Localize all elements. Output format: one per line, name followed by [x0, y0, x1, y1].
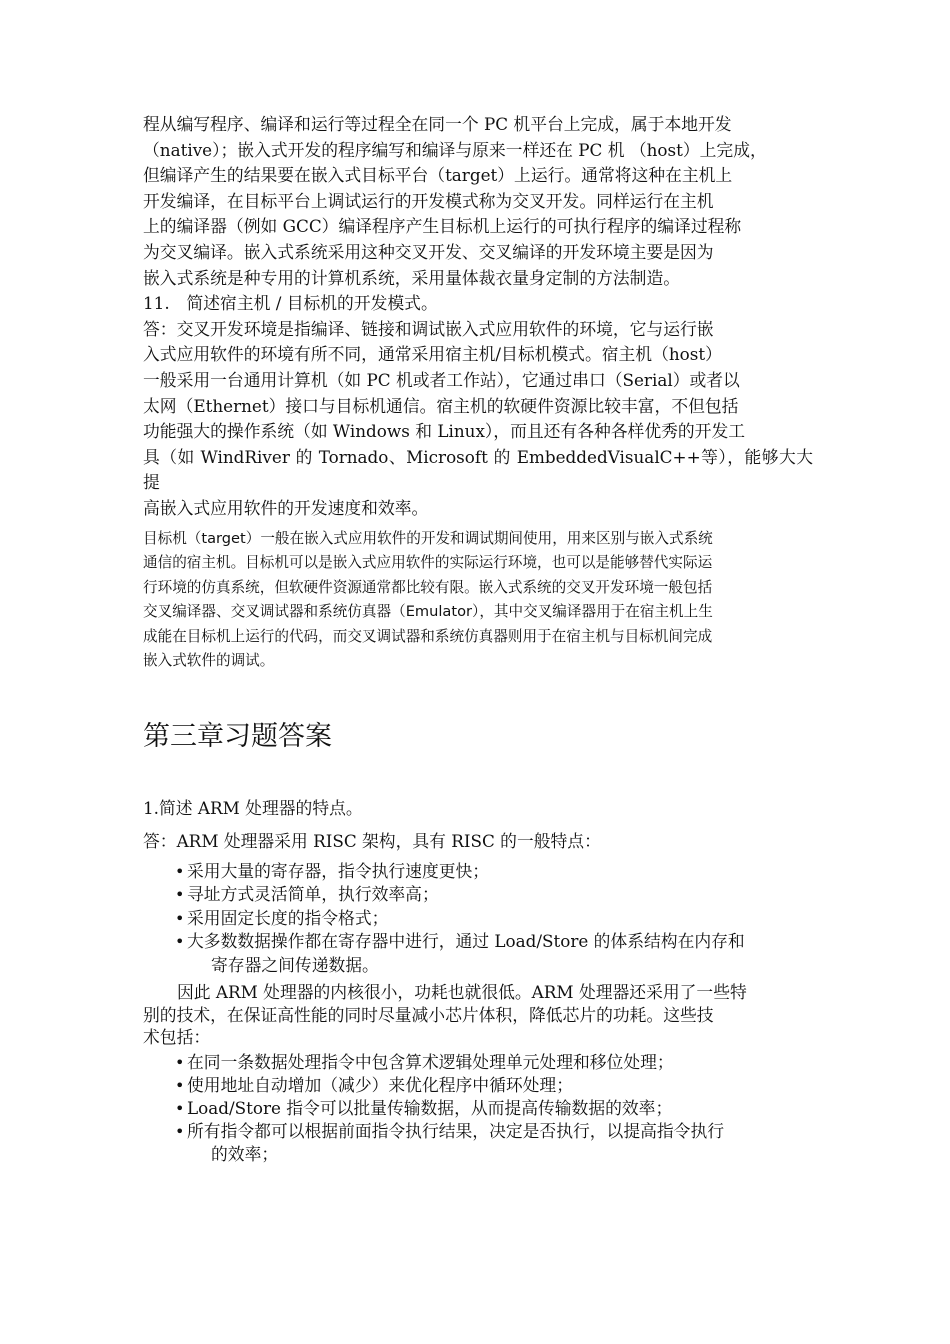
bullet-icon: • — [175, 1098, 185, 1118]
answer-line: 太网（Ethernet）接口与目标机通信。宿主机的软硬件资源比较丰富，不但包括 — [143, 395, 739, 416]
intro-line: 嵌入式系统是种专用的计算机系统，采用量体裁衣量身定制的方法制造。 — [143, 267, 681, 288]
list-item-text: 使用地址自动增加（减少）来优化程序中循环处理； — [187, 1074, 573, 1095]
question-11-answer — [143, 317, 813, 522]
answer-line: 入式应用软件的环境有所不同，通常采用宿主机/目标机模式。宿主机（host） — [143, 344, 722, 365]
intro-line: （native）；嵌入式开发的程序编写和编译与原来一样还在 PC 机 （host）上完成， — [143, 139, 767, 160]
list-item — [175, 1120, 813, 1166]
answer-line: 功能强大的操作系统（如 Windows 和 Linux），而且还有各种各样优秀的开发工 — [143, 421, 746, 442]
bullet-icon: • — [175, 908, 185, 928]
list-item-text: 在同一条数据处理指令中包含算术逻辑处理单元处理和移位处理； — [187, 1051, 674, 1072]
list-item-text: 所有指令都可以根据前面指令执行结果，决定是否执行，以提高指令执行 — [187, 1120, 725, 1141]
bullet-icon: • — [175, 932, 185, 952]
answer-line: 一般采用一台通用计算机（如 PC 机或者工作站），它通过串口（Serial）或者以 — [143, 369, 740, 390]
question-11-extra — [143, 527, 813, 674]
list-item — [175, 1051, 813, 1074]
list-item-text: 大多数数据操作都在寄存器中进行，通过 Load/Store 的体系结构在内存和 — [187, 931, 745, 952]
list-item-text: 采用大量的寄存器，指令执行速度更快； — [187, 860, 490, 881]
bullet-icon: • — [175, 1075, 185, 1095]
intro-line: 为交叉编译。嵌入式系统采用这种交叉开发、交叉编译的开发环境主要是因为 — [143, 241, 714, 262]
extra-line: 行环境的仿真系统，但软硬件资源通常都比较有限。嵌入式系统的交叉开发环境一般包括 — [143, 578, 713, 596]
list-item — [175, 930, 813, 977]
list-item — [175, 1097, 813, 1120]
arm-techniques-list — [143, 1051, 813, 1166]
list-item-text: Load/Store 指令可以批量传输数据，从而提高传输数据的效率； — [187, 1097, 673, 1118]
answer-line: 答：交叉开发环境是指编译、链接和调试嵌入式应用软件的环境，它与运行嵌 — [143, 318, 714, 339]
bullet-icon: • — [175, 861, 185, 881]
chapter3-answer-intro: 答：ARM 处理器采用 RISC 架构，具有 RISC 的一般特点： — [143, 831, 601, 852]
list-item — [175, 883, 813, 907]
risc-features-list — [143, 860, 813, 978]
intro-paragraph — [143, 112, 813, 291]
bullet-icon: • — [175, 1052, 185, 1072]
extra-line: 通信的宿主机。目标机可以是嵌入式应用软件的实际运行环境，也可以是能够替代实际运 — [143, 554, 713, 571]
list-item — [175, 860, 813, 884]
summary-paragraph — [143, 981, 813, 1049]
list-item-text: 寻址方式灵活简单，执行效率高； — [187, 884, 439, 905]
list-item-text-continued: 的效率； — [211, 1143, 279, 1164]
chapter-title: 第三章习题答案 — [143, 720, 332, 752]
intro-line: 上的编译器（例如 GCC）编译程序产生目标机上运行的可执行程序的编译过程称 — [143, 216, 742, 237]
intro-line: 程从编写程序、编译和运行等过程全在同一个 PC 机平台上完成，属于本地开发 — [143, 114, 732, 134]
question-11-title: 11. 简述宿主机 / 目标机的开发模式。 — [143, 293, 438, 314]
answer-line: 高嵌入式应用软件的开发速度和效率。 — [143, 497, 429, 518]
summary-line: 术包括： — [143, 1027, 211, 1048]
extra-line: 目标机（target）一般在嵌入式应用软件的开发和调试期间使用，用来区别与嵌入式系统 — [143, 529, 713, 547]
intro-line: 但编译产生的结果要在嵌入式目标平台（target）上运行。通常将这种在主机上 — [143, 165, 733, 186]
list-item — [175, 907, 813, 931]
extra-line: 成能在目标机上运行的代码，而交叉调试器和系统仿真器则用于在宿主机与目标机间完成 — [143, 627, 713, 645]
bullet-icon: • — [175, 885, 185, 905]
chapter3-question-1: 1.简述 ARM 处理器的特点。 — [143, 797, 363, 818]
answer-line: 具（如 WindRiver 的 Tornado、Microsoft 的 EmbeddedVisualC++等），能够大大提 — [143, 446, 813, 493]
extra-line: 嵌入式软件的调试。 — [143, 652, 275, 669]
summary-line: 因此 ARM 处理器的内核很小，功耗也就很低。ARM 处理器还采用了一些特 — [177, 982, 747, 1003]
document-content — [143, 112, 813, 1166]
intro-line: 开发编译，在目标平台上调试运行的开发模式称为交叉开发。同样运行在主机 — [143, 190, 714, 211]
bullet-icon: • — [175, 1121, 185, 1141]
list-item — [175, 1074, 813, 1097]
list-item-text: 采用固定长度的指令格式； — [187, 907, 389, 928]
extra-line: 交叉编译器、交叉调试器和系统仿真器（Emulator），其中交叉编译器用于在宿主机上生 — [143, 603, 713, 620]
list-item-text-continued: 寄存器之间传递数据。 — [211, 954, 379, 975]
summary-line: 别的技术，在保证高性能的同时尽量减小芯片体积，降低芯片的功耗。这些技 — [143, 1004, 714, 1025]
